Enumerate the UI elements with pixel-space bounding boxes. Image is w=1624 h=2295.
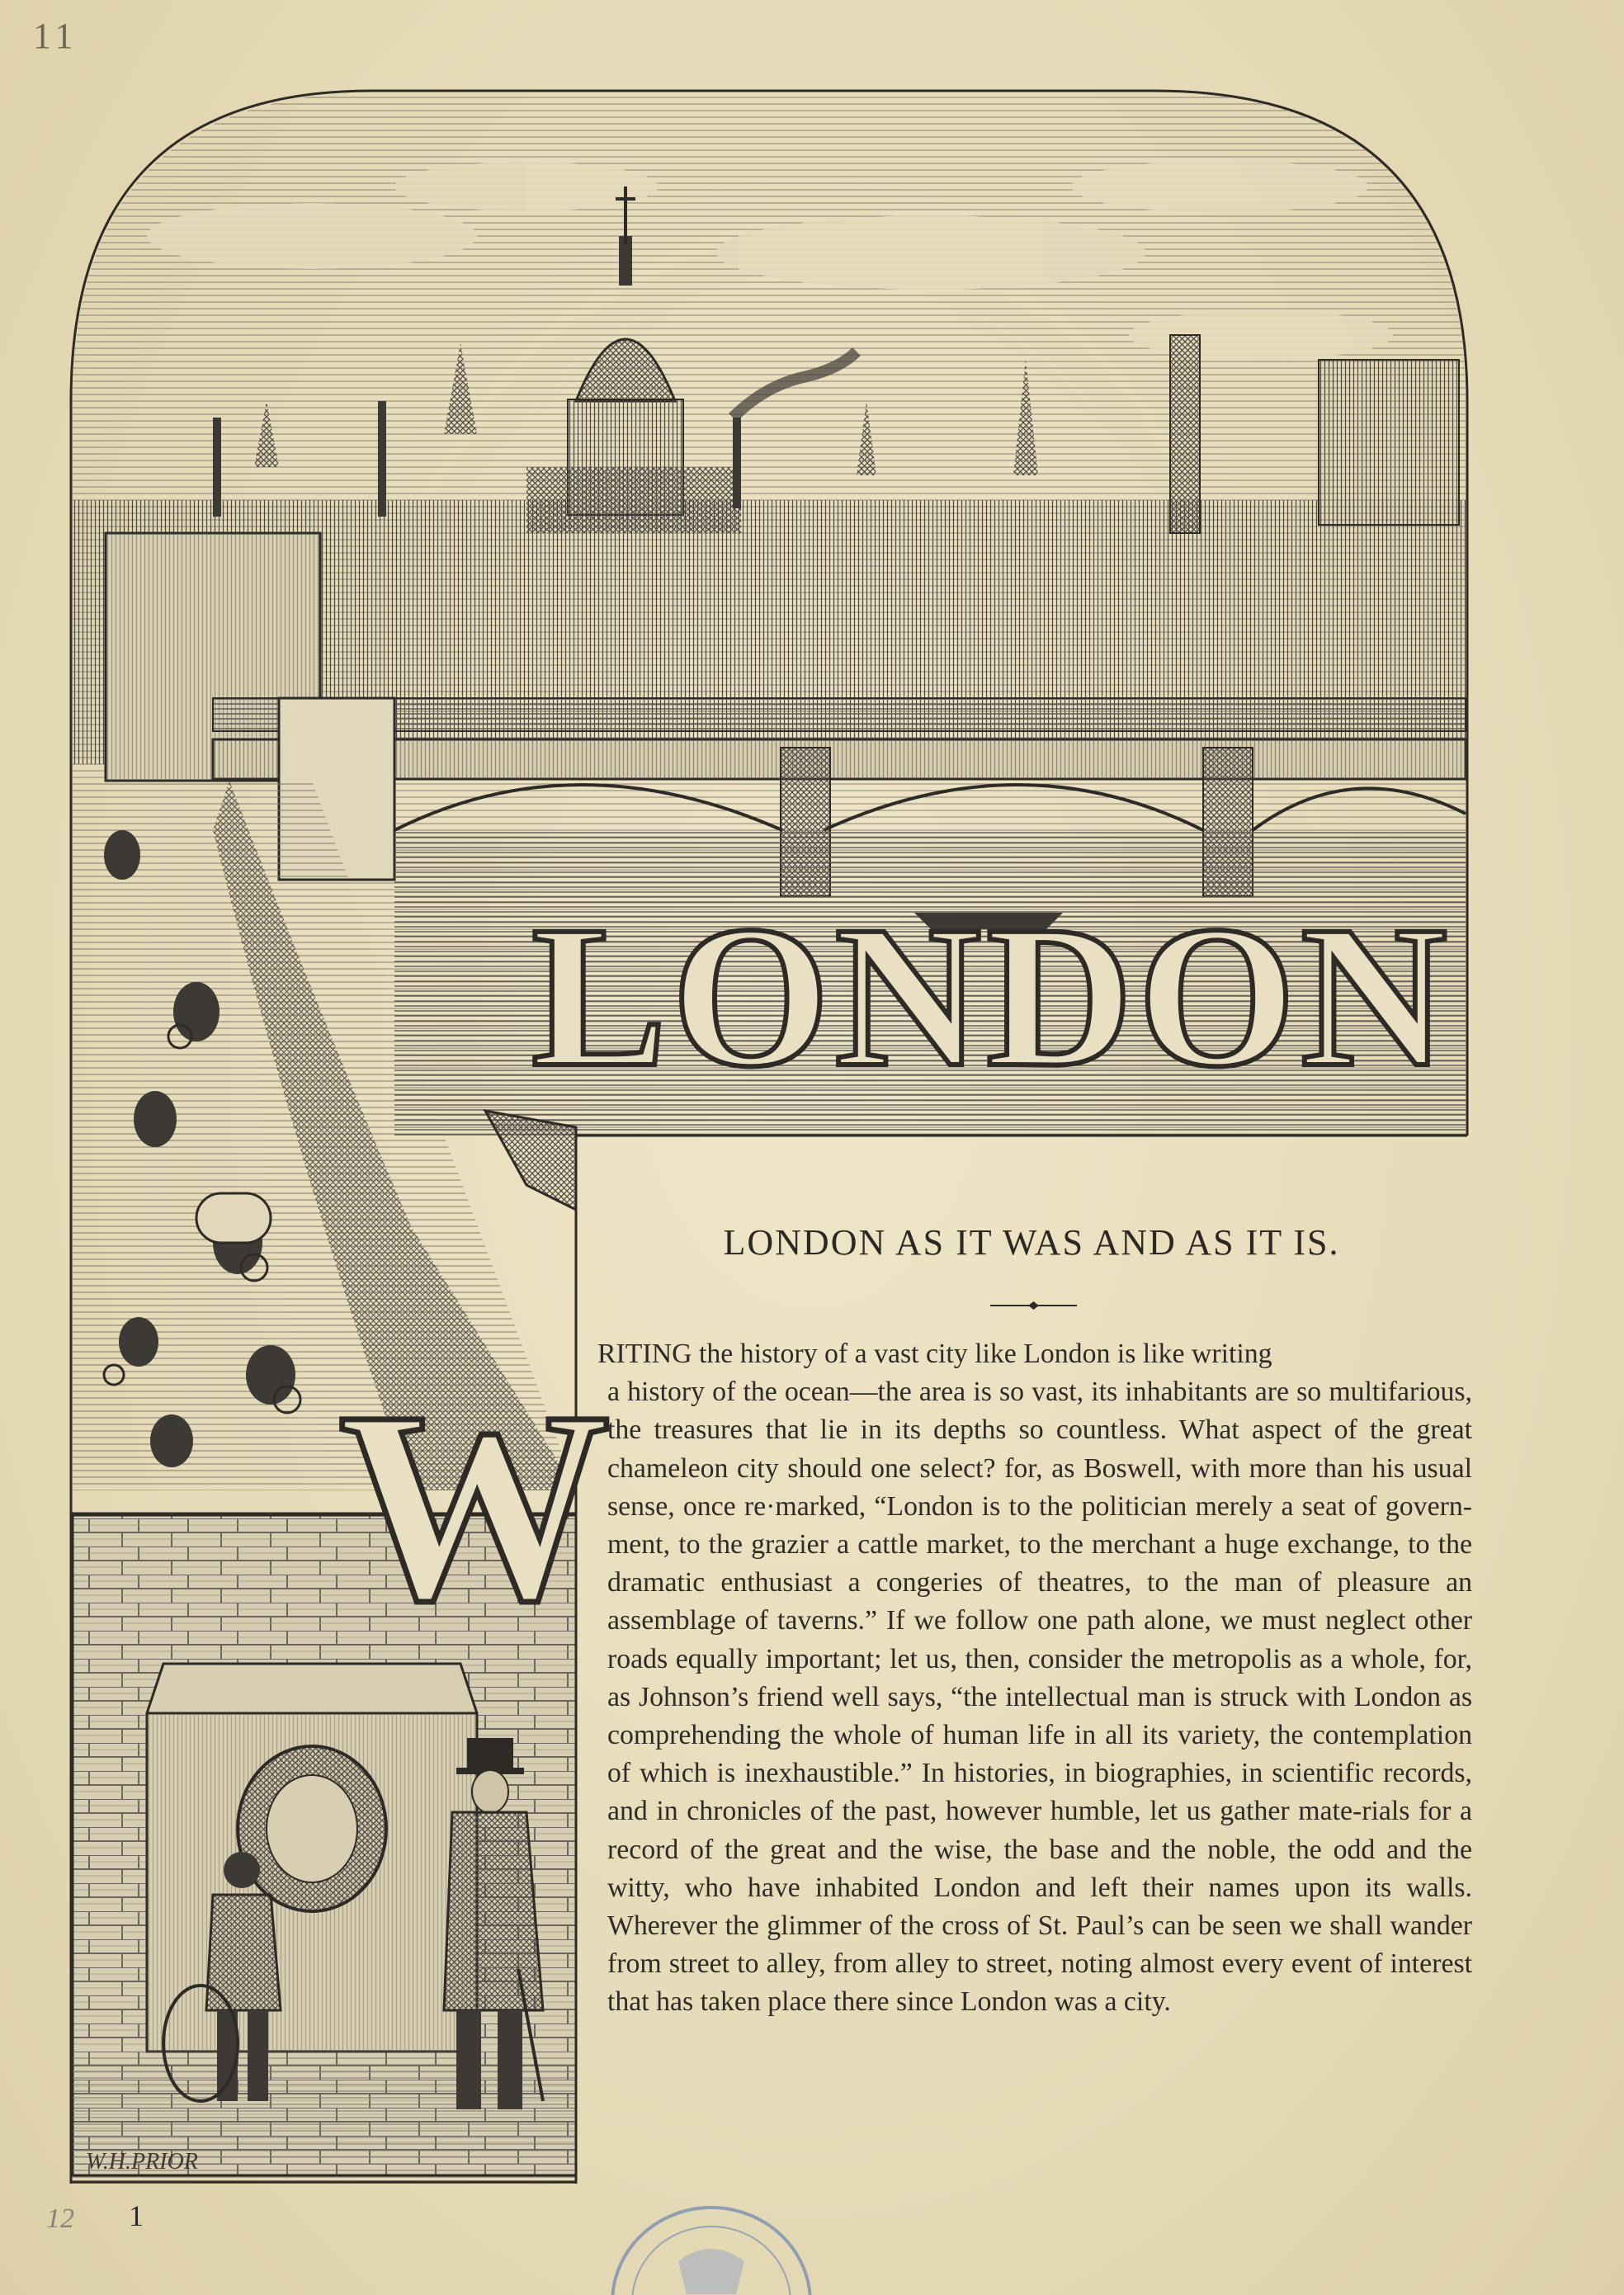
library-stamp [588, 2187, 835, 2295]
artist-signature: W.H.PRIOR [86, 2149, 198, 2175]
london-title-text: LONDON [531, 885, 1452, 1109]
ornament-divider [990, 1300, 1077, 1311]
body-paragraph: a history of the ocean—the area is so vast, its inhabitants are so multifarious, the treasures that lie in its depths so countless. What aspect of the great chameleon city should one select? for, as Boswell, with more than his usual sense, once re·marked, “London is to the politician merely a seat of govern-ment, to the grazier a cattle market, to the merchant a huge exchange, to the dramatic enthusiast a congeries of theatres, to the man of pleasure an assemblage of taverns.” If we follow one path alone, we must neglect other roads equally important; let us, then, consider the metropolis as a whole, for, as Johnson’s friend well says, “the intellectual man is struck with London as comprehending the whole of human life in all its variety, the contemplation of which is inexhaustible.” In histories, in biographies, in scientific records, and in chronicles of the past, however humble, let us gather mate-rials for a record of the great and the wise, the base and the noble, the odd and the witty, who have inhabited London and left their names upon its walls. Wherever the glimmer of the cross of St. Paul’s can be seen we shall wander from street to alley, from alley to street, noting almost every event of interest that has taken place there since London was a city. [607, 1377, 1472, 2018]
pencil-mark-bottom: 12 [46, 2203, 74, 2234]
chapter-heading: LONDON AS IT WAS AND AS IT IS. [723, 1222, 1340, 1263]
london-title-art [531, 885, 1452, 1109]
body-text [597, 1335, 1472, 2022]
drop-cap [337, 1348, 611, 1670]
page-number: 1 [129, 2199, 144, 2232]
pencil-mark-top: 11 [33, 16, 78, 56]
drop-cap-letter: W [338, 1356, 611, 1657]
first-line: RITING the history of a vast city like London is like writing [597, 1339, 1272, 1369]
